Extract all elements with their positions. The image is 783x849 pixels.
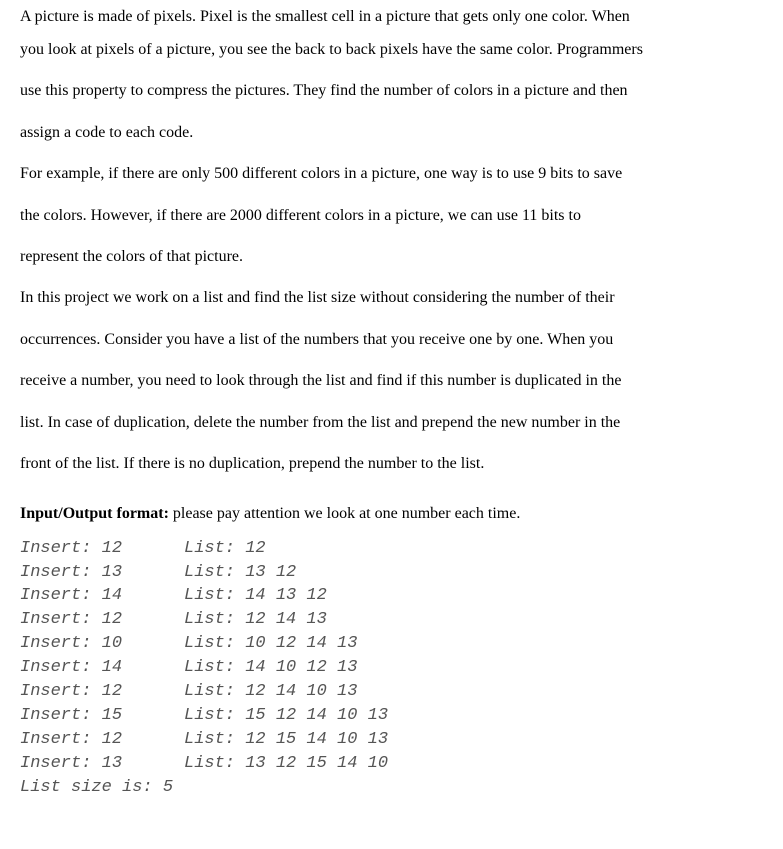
example-row bbox=[20, 752, 765, 776]
example-row bbox=[20, 632, 765, 656]
document-body bbox=[20, 0, 765, 799]
insert-text: Insert: 13 bbox=[20, 562, 123, 582]
insert-text: Insert: 12 bbox=[20, 682, 123, 702]
text-line: In this project we work on a list and find the list size without considering the number of their bbox=[20, 289, 615, 307]
example-row bbox=[20, 728, 765, 752]
text-line: occurrences. Consider you have a list of the numbers that you receive one by one. When you bbox=[20, 330, 614, 348]
example-row bbox=[20, 704, 765, 728]
io-format-label: Input/Output format: bbox=[20, 504, 169, 522]
insert-text: Insert: 12 bbox=[20, 538, 123, 558]
example-block bbox=[20, 537, 765, 800]
paragraph-project bbox=[20, 281, 765, 488]
list-text: List: 12 15 14 10 13 bbox=[184, 729, 389, 749]
text-line: the colors. However, if there are 2000 different colors in a picture, we can use 11 bits to bbox=[20, 206, 581, 224]
paragraph-intro bbox=[20, 0, 765, 157]
insert-text: Insert: 14 bbox=[20, 586, 123, 606]
io-format-text: please pay attention we look at one number each time. bbox=[168, 504, 521, 522]
list-text: List: 15 12 14 10 13 bbox=[184, 705, 389, 725]
example-row bbox=[20, 608, 765, 632]
example-row bbox=[20, 537, 765, 561]
list-text: List: 13 12 15 14 10 bbox=[184, 753, 389, 773]
example-row bbox=[20, 656, 765, 680]
list-text: List: 10 12 14 13 bbox=[184, 634, 358, 654]
text-line: receive a number, you need to look through the list and find if this number is duplicated in the bbox=[20, 372, 622, 390]
insert-text: Insert: 13 bbox=[20, 753, 123, 773]
text-line: For example, if there are only 500 different colors in a picture, one way is to use 9 bits to save bbox=[20, 165, 623, 183]
text-line: use this property to compress the pictures. They find the number of colors in a picture and then bbox=[20, 82, 628, 100]
example-row bbox=[20, 561, 765, 585]
list-text: List: 12 bbox=[184, 538, 266, 558]
example-row bbox=[20, 680, 765, 704]
insert-text: Insert: 10 bbox=[20, 634, 123, 654]
list-size-row bbox=[20, 776, 765, 800]
insert-text: Insert: 15 bbox=[20, 705, 123, 725]
list-text: List: 14 13 12 bbox=[184, 586, 327, 606]
insert-text: Insert: 12 bbox=[20, 610, 123, 630]
example-row bbox=[20, 584, 765, 608]
io-format-line bbox=[20, 497, 765, 530]
text-line: you look at pixels of a picture, you see the back to back pixels have the same color. Programmers bbox=[20, 41, 643, 58]
paragraph-example bbox=[20, 157, 765, 281]
list-text: List: 14 10 12 13 bbox=[184, 658, 358, 678]
text-line: assign a code to each code. bbox=[20, 123, 194, 141]
text-line: front of the list. If there is no duplication, prepend the number to the list. bbox=[20, 454, 485, 472]
list-text: List: 12 14 13 bbox=[184, 610, 327, 630]
list-size-text: List size is: 5 bbox=[20, 777, 174, 797]
list-text: List: 12 14 10 13 bbox=[184, 682, 358, 702]
insert-text: Insert: 14 bbox=[20, 658, 123, 678]
list-text: List: 13 12 bbox=[184, 562, 297, 582]
insert-text: Insert: 12 bbox=[20, 729, 123, 749]
text-line: A picture is made of pixels. Pixel is the smallest cell in a picture that gets only one color. When bbox=[20, 8, 630, 25]
text-line: list. In case of duplication, delete the number from the list and prepend the new number in the bbox=[20, 413, 621, 431]
text-line: represent the colors of that picture. bbox=[20, 247, 244, 265]
